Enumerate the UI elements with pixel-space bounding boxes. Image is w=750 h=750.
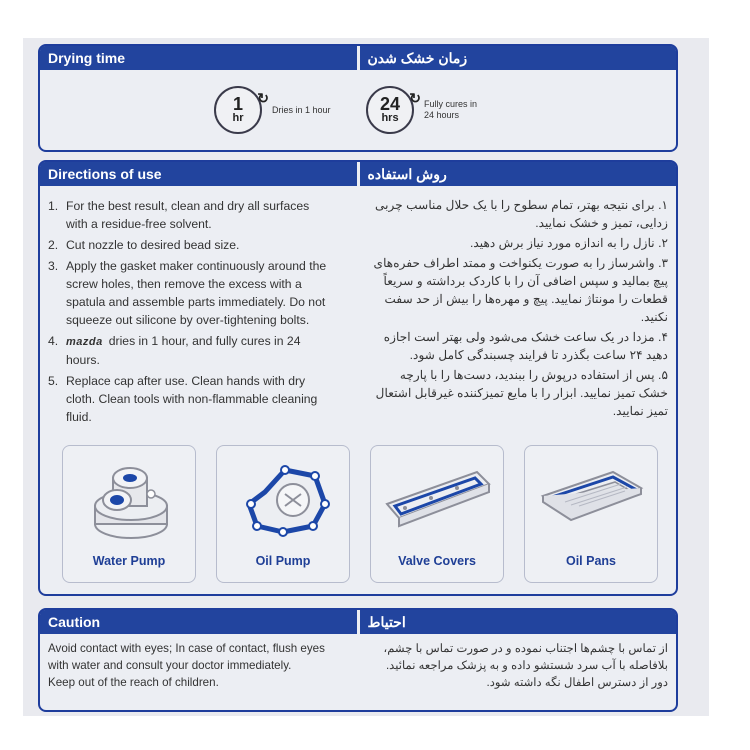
card-label: Valve Covers [398, 554, 476, 568]
caution-header [40, 610, 676, 634]
cure-24hr-item [366, 86, 486, 134]
mazda-logo: mazda [66, 336, 103, 348]
list-item: ۲. نازل را به اندازه مورد نیاز برش دهید. [469, 236, 668, 250]
list-item: 2. Cut nozzle to desired bead size. [48, 238, 240, 252]
dry-1hr-caption: Dries in 1 hour [272, 104, 331, 115]
directions-header [40, 162, 676, 186]
directions-title-fa: روش استفاده [360, 162, 677, 186]
valve-cover-icon [381, 452, 493, 544]
drying-time-panel [38, 44, 678, 152]
directions-list-fa [368, 196, 668, 422]
oil-pan-icon [535, 452, 647, 544]
card-water-pump [62, 445, 196, 583]
drying-time-title-fa: زمان خشک شدن [360, 46, 677, 70]
card-label: Oil Pans [565, 554, 617, 568]
clock-icon: ↻ 24 hrs [366, 86, 414, 134]
list-item: ۱. برای نتیجه بهتر، تمام سطوح را با یک حلال مناسب چربی زدایی، تمیز و خشک نمایید. [374, 198, 668, 230]
directions-list-en [48, 197, 334, 429]
card-valve-covers [370, 445, 504, 583]
list-item: 1. For the best result, clean and dry all surfaces with a residue-free solvent. [48, 199, 310, 231]
card-label: Water Pump [92, 554, 166, 568]
list-item: 5. Replace cap after use. Clean hands with dry cloth. Clean tools with non-flammable cleaning fluid. [48, 374, 318, 424]
drying-time-title-en: Drying time [40, 46, 357, 70]
directions-panel [38, 160, 678, 596]
caution-title-en: Caution [40, 610, 357, 634]
list-item: ۳. واشرساز را به صورت یکنواخت و ممتد اطراف حفره‌های پیچ بمالید و سپس اضافی آن را با کاردک برداشته و سریعاً قطعات را مونتاژ نمایید. پیچ و مهره‌ها را بیش از حد سفت نکنید. [373, 256, 668, 324]
dry-1hr-number: 1 [232, 94, 243, 114]
directions-title-en: Directions of use [40, 162, 357, 186]
caution-text-en: Avoid contact with eyes; In case of contact, flush eyes with water and consult your doctor immediately. Keep out of the reach of children. [48, 642, 325, 689]
list-item: 4. mazda dries in 1 hour, and fully cures in 24 hours. [48, 334, 301, 367]
application-cards [62, 445, 658, 583]
dry-1hr-unit: hr [232, 112, 244, 124]
cure-24hr-number: 24 [379, 94, 401, 114]
card-label: Oil Pump [255, 554, 311, 568]
cure-24hr-unit: hrs [381, 112, 399, 124]
caution-panel [38, 608, 678, 712]
oil-pump-icon [227, 452, 339, 544]
card-oil-pans [524, 445, 658, 583]
caution-text-fa: از تماس با چشم‌ها اجتناب نموده و در صورت تماس با چشم، بلافاصله با آب سرد شستشو داده و به پزشک مراجعه نمائید. دور از دسترس اطفال نگه داشته شود. [383, 642, 668, 689]
list-item: ۵. پس از استفاده درپوش را ببندید، دست‌ها را با پارچه خشک تمیز نمایید. ابزار را با مایع تمیزکننده غیرقابل اشتعال تمیز نمایید. [375, 368, 668, 418]
clock-icon: ↻ 1 hr [214, 86, 262, 134]
cure-24hr-caption: Fully cures in 24 hours [424, 99, 478, 120]
list-item: ۴. مزدا در یک ساعت خشک می‌شود ولی بهتر است اجازه دهید ۲۴ ساعت بگذرد تا فرایند چسبندگی کامل شود. [383, 330, 668, 362]
water-pump-icon [73, 452, 185, 544]
card-oil-pump [216, 445, 350, 583]
caution-title-fa: احتیاط [360, 610, 677, 634]
list-item: 3. Apply the gasket maker continuously around the screw holes, then remove the excess with a spatula and assemble parts immediately. Do not squeeze out silicone by over-tightening bolts. [48, 259, 327, 327]
drying-time-header [40, 46, 676, 70]
dry-1hr-item [214, 86, 352, 134]
